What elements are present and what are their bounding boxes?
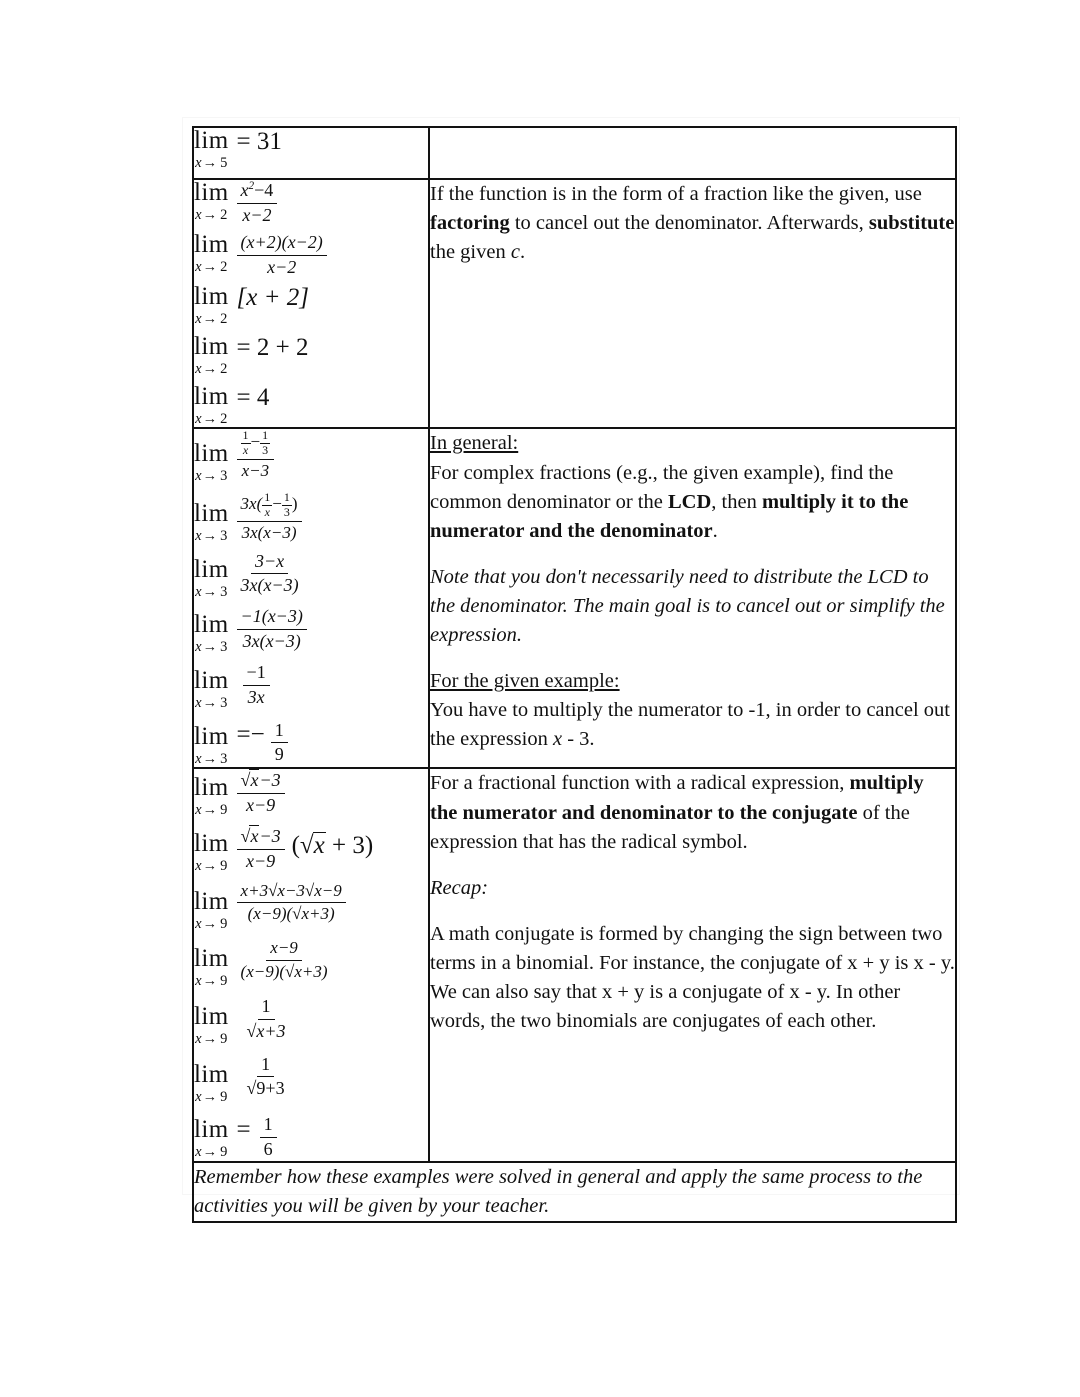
row1-math-cell [193, 127, 429, 179]
math-line [194, 232, 428, 278]
limit-operator [194, 612, 229, 656]
num-rest: −4 [254, 180, 274, 200]
limit-variable: x [195, 695, 202, 712]
lim-label: lim [194, 611, 229, 639]
text-seg: the given [430, 241, 511, 264]
nested-num: 1 [262, 428, 269, 443]
fraction-denominator: (x−9)(√x+3) [240, 961, 328, 981]
limit-variable: x [195, 750, 202, 767]
fraction-numerator: −1(x−3) [237, 606, 307, 630]
limit-subscript [195, 528, 227, 545]
bold-conjugate-instruction: multiply the numerator and denominator to the conjugate [430, 772, 924, 824]
fraction-denominator: √9+3 [246, 1078, 285, 1099]
fraction [237, 938, 332, 982]
arrow-icon: → [202, 468, 218, 485]
bold-substitute: substitute [868, 212, 955, 235]
limit-subscript [195, 155, 227, 172]
limit-subscript [195, 361, 227, 378]
minus-sign: − [250, 432, 261, 452]
arrow-icon: → [202, 1031, 218, 1048]
nested-fraction-2 [282, 491, 292, 520]
limit-operator [194, 946, 229, 990]
math-line [194, 606, 428, 656]
limit-approaches: 2 [220, 361, 228, 378]
fraction-numerator: 1 [271, 720, 288, 744]
math-line [194, 1054, 428, 1106]
fraction-denominator: 9 [274, 744, 284, 765]
math-line [194, 429, 428, 485]
heading-in-general: In general: [430, 432, 519, 455]
text-seg: of the expression that has the radical symbol. [430, 801, 910, 853]
limit-variable: x [195, 583, 202, 600]
text-seg: to cancel out the denominator. Afterwards, [509, 212, 869, 235]
lim-label: lim [194, 382, 229, 410]
limit-operator [194, 724, 229, 768]
limit-subscript [195, 973, 227, 990]
fraction [243, 996, 290, 1042]
limit-operator [194, 1004, 229, 1048]
bold-factoring: factoring [430, 212, 510, 235]
limit-operator [194, 775, 229, 819]
nested-fraction-2 [260, 429, 270, 458]
math-line [194, 718, 428, 768]
limit-approaches: 3 [220, 583, 228, 600]
arrow-icon: → [202, 528, 218, 545]
fraction-denominator: x−9 [246, 850, 276, 871]
equals-minus-sign: =− [236, 720, 265, 748]
limit-approaches: 2 [220, 410, 228, 427]
limit-operator [194, 284, 229, 328]
arrow-icon: → [202, 1144, 218, 1161]
radicand: x [250, 826, 259, 847]
fraction [237, 825, 285, 872]
italic-x: x [552, 728, 563, 751]
lim-label: lim [194, 667, 229, 695]
num-suffix: ) [291, 494, 298, 514]
fraction-numerator [237, 825, 285, 850]
row3-example-block [430, 667, 955, 754]
fraction-numerator: (x+2)(x−2) [237, 232, 327, 256]
math-line [194, 551, 428, 601]
lim-label: lim [194, 555, 229, 583]
text-seg: For complex fractions (e.g., the given example), find the common denominator or the [430, 461, 894, 513]
arrow-icon: → [202, 583, 218, 600]
limit-approaches: 2 [220, 259, 228, 276]
limit-subscript [195, 916, 227, 933]
italic-recap: Recap: [430, 876, 489, 899]
limit-operator [194, 441, 229, 485]
fraction-numerator [237, 180, 278, 204]
fraction [271, 720, 288, 766]
limit-variable: x [195, 1088, 202, 1105]
limit-approaches: 9 [220, 1031, 228, 1048]
limit-subscript [195, 1089, 227, 1106]
fraction-denominator: 3x(x−3) [241, 522, 297, 542]
fraction [237, 232, 327, 278]
bold-lcd: LCD [667, 490, 712, 513]
nested-fraction-1 [241, 429, 251, 458]
arrow-icon: → [202, 1088, 218, 1105]
limit-operator [194, 1117, 229, 1161]
limit-subscript [195, 468, 227, 485]
arrow-icon: → [202, 915, 218, 932]
limit-subscript [195, 207, 227, 224]
lim-label: lim [194, 283, 229, 311]
limit-approaches: 9 [220, 973, 228, 990]
limit-operator [194, 384, 229, 428]
nested-den: x [242, 443, 249, 458]
limit-approaches: 9 [220, 858, 228, 875]
limit-variable: x [195, 528, 202, 545]
fraction [237, 606, 307, 652]
limit-approaches: 9 [220, 915, 228, 932]
limit-approaches: 9 [220, 1088, 228, 1105]
math-line [194, 384, 428, 428]
num-exponent: 2 [248, 180, 255, 192]
arrow-icon: → [202, 410, 218, 427]
nested-den: 3 [283, 504, 290, 519]
fraction-denominator: x−2 [242, 204, 272, 225]
limit-variable: x [195, 468, 202, 485]
row3-text-cell [429, 428, 956, 768]
lim-label: lim [194, 1060, 229, 1088]
row2-line3-expression: [x + 2] [236, 284, 309, 312]
text-seg: You have to multiply the numerator to -1, in order to cancel out the expression [430, 699, 950, 751]
limit-operator [194, 831, 229, 875]
row2-line5-expression: = 4 [236, 383, 270, 411]
fraction-denominator: 3x(x−3) [242, 631, 301, 651]
fraction-denominator: 6 [263, 1139, 273, 1160]
text-seg: For a fractional function with a radical expression, [430, 772, 850, 795]
math-line [194, 284, 428, 328]
lim-label: lim [194, 231, 229, 259]
limit-subscript [195, 751, 227, 768]
arrow-icon: → [202, 155, 218, 171]
lim-label: lim [194, 945, 229, 973]
nested-fraction-1 [262, 491, 272, 520]
math-line [194, 996, 428, 1048]
arrow-icon: → [202, 207, 218, 223]
arrow-icon: → [202, 695, 218, 712]
limit-variable: x [195, 639, 202, 656]
limit-variable: x [195, 1031, 202, 1048]
radicand: x [250, 770, 259, 791]
limit-subscript [195, 1031, 227, 1048]
limits-examples-table [192, 126, 957, 1223]
num-rest: −3 [259, 770, 281, 791]
complex-fraction [237, 429, 275, 481]
limit-variable: x [195, 1144, 202, 1161]
row1-expression: = 31 [236, 128, 282, 155]
row2-line4-expression: = 2 + 2 [236, 334, 309, 362]
row2-math-cell [193, 179, 429, 428]
math-line [194, 334, 428, 378]
limit-variable: x [195, 259, 202, 276]
limit-approaches: 9 [220, 802, 228, 819]
limit-subscript [195, 259, 227, 276]
fraction-denominator: √x+3 [246, 1020, 286, 1041]
fraction-numerator: 1 [260, 1114, 277, 1138]
equals-sign: = [236, 1116, 251, 1144]
limit-operator [194, 889, 229, 933]
fraction-numerator [237, 491, 302, 522]
limit-subscript [195, 639, 227, 656]
radicand: x [313, 832, 325, 860]
text-seg: , then [711, 490, 762, 513]
row2-text-cell [429, 179, 956, 428]
limit-subscript [195, 1144, 227, 1161]
limit-subscript [195, 802, 227, 819]
nested-num: 1 [264, 490, 271, 505]
limit-variable: x [195, 802, 202, 819]
limit-subscript [195, 584, 227, 601]
fraction [237, 551, 303, 597]
nested-den: x [264, 504, 270, 519]
math-line [194, 938, 428, 990]
limit-operator [194, 334, 229, 378]
bold-multiply-instruction: multiply it to the numerator and the denominator [430, 490, 909, 542]
fraction-denominator: x−9 [246, 795, 276, 816]
limit-variable: x [195, 915, 202, 932]
lim-label: lim [194, 1116, 229, 1144]
fraction-denominator: x−3 [241, 460, 270, 480]
table-row [193, 127, 956, 179]
num-rest: −3 [259, 826, 281, 847]
math-line [194, 662, 428, 712]
fraction-denominator: (x−9)(√x+3) [247, 904, 335, 924]
lim-label: lim [194, 127, 229, 154]
math-line [194, 769, 428, 819]
math-line [194, 881, 428, 933]
limit-approaches: 9 [220, 1144, 228, 1161]
radical-icon: √x [240, 826, 259, 847]
math-line [194, 1111, 428, 1161]
limit-subscript [195, 311, 227, 328]
arrow-icon: → [202, 973, 218, 990]
fraction [237, 180, 278, 226]
fraction-numerator: 3−x [251, 551, 288, 575]
minus-sign: − [272, 494, 282, 514]
footer-note-cell: Remember how these examples were solved in general and apply the same process to the activities you will be given by your teacher. [193, 1162, 956, 1222]
heading-for-the-given-example: For the given example: [430, 670, 620, 693]
row2-explanation [430, 180, 955, 267]
row4-explanation-1 [430, 769, 955, 856]
text-seg: - 3. [562, 728, 595, 751]
fraction-numerator: 1 [258, 996, 275, 1020]
math-line [194, 825, 428, 875]
table-row [193, 768, 956, 1162]
fraction [243, 662, 270, 708]
nested-den: 3 [262, 443, 269, 458]
table-row [193, 1162, 956, 1222]
arrow-icon: → [202, 259, 218, 276]
tail-rest: + 3) [325, 832, 374, 860]
row1-text-cell [429, 127, 956, 179]
row3-note [430, 563, 955, 650]
limit-subscript [195, 695, 227, 712]
table-row [193, 179, 956, 428]
limit-variable: x [195, 858, 202, 875]
arrow-icon: → [202, 361, 218, 378]
text-seg: If the function is in the form of a fraction like the given, use [430, 183, 922, 205]
lim-label: lim [194, 179, 229, 206]
limit-operator [194, 668, 229, 712]
row3-math-cell [193, 428, 429, 768]
limit-subscript [195, 858, 227, 875]
nested-num: 1 [242, 428, 249, 443]
limit-variable: x [195, 155, 202, 171]
lim-label: lim [194, 1003, 229, 1031]
lim-label: lim [194, 722, 229, 750]
arrow-icon: → [202, 311, 218, 328]
fraction-numerator [237, 769, 285, 794]
row3-general-block [430, 429, 955, 545]
lim-label: lim [194, 333, 229, 361]
limit-variable: x [195, 410, 202, 427]
fraction [237, 769, 285, 816]
fraction [260, 1114, 277, 1160]
fraction-denominator: x−2 [267, 256, 297, 277]
limit-approaches: 3 [220, 528, 228, 545]
limit-approaches: 3 [220, 639, 228, 656]
limit-subscript [195, 411, 227, 428]
italic-note: Note that you don't necessarily need to distribute the LCD to the denominator. The main goal is to cancel out or simplify the expression. [430, 565, 945, 647]
lim-label: lim [194, 500, 229, 528]
limit-variable: x [195, 207, 202, 223]
fraction-denominator: 3x(x−3) [240, 575, 299, 596]
fraction-numerator: x−9 [266, 938, 302, 960]
num-prefix: 3x( [240, 494, 263, 514]
lim-label: lim [194, 830, 229, 858]
fraction-numerator: −1 [243, 662, 270, 686]
row4-explanation-2: A math conjugate is formed by changing the sign between two terms in a binomial. For instance, the conjugate of x + y is x - y. We can also say that x + y is a conjugate of x - y. In other words, the two binomials are conjugates of each other. [430, 922, 955, 1033]
num-base: x [240, 180, 249, 200]
lim-label: lim [194, 440, 229, 468]
math-line [194, 128, 428, 172]
limit-approaches: 2 [220, 207, 228, 223]
arrow-icon: → [202, 639, 218, 656]
limit-approaches: 5 [220, 155, 228, 171]
limit-operator [194, 1062, 229, 1106]
limit-variable: x [195, 973, 202, 990]
paren-open: ( [291, 832, 300, 860]
radical-icon: √x [240, 770, 259, 791]
limit-approaches: 2 [220, 311, 228, 328]
limit-approaches: 3 [220, 695, 228, 712]
fraction-numerator [237, 429, 275, 460]
limit-approaches: 3 [220, 750, 228, 767]
conjugate-factor [292, 831, 374, 859]
row4-text-cell [429, 768, 956, 1162]
arrow-icon: → [202, 802, 218, 819]
table-row [193, 428, 956, 768]
fraction-numerator: 1 [257, 1054, 274, 1078]
fraction-numerator: x+3√x−3√x−9 [237, 881, 346, 903]
math-line [194, 180, 428, 226]
fraction-denominator: 3x [247, 686, 265, 707]
limit-operator [194, 232, 229, 276]
math-line [194, 491, 428, 545]
limit-operator [194, 180, 229, 224]
text-seg: . [519, 241, 526, 264]
limit-operator [194, 501, 229, 545]
row4-math-cell [193, 768, 429, 1162]
text-seg: . [712, 519, 718, 542]
limit-operator [194, 128, 229, 172]
arrow-icon: → [202, 750, 218, 767]
lim-label: lim [194, 887, 229, 915]
limit-approaches: 3 [220, 468, 228, 485]
limit-variable: x [195, 311, 202, 328]
radical-icon: √x [299, 832, 325, 860]
limit-variable: x [195, 361, 202, 378]
fraction [237, 491, 302, 543]
fraction [243, 1054, 289, 1100]
italic-c: c [510, 241, 520, 264]
limit-operator [194, 557, 229, 601]
row4-recap-label [430, 874, 955, 903]
fraction [237, 881, 346, 925]
lim-label: lim [194, 774, 229, 802]
nested-num: 1 [283, 490, 290, 505]
arrow-icon: → [202, 858, 218, 875]
